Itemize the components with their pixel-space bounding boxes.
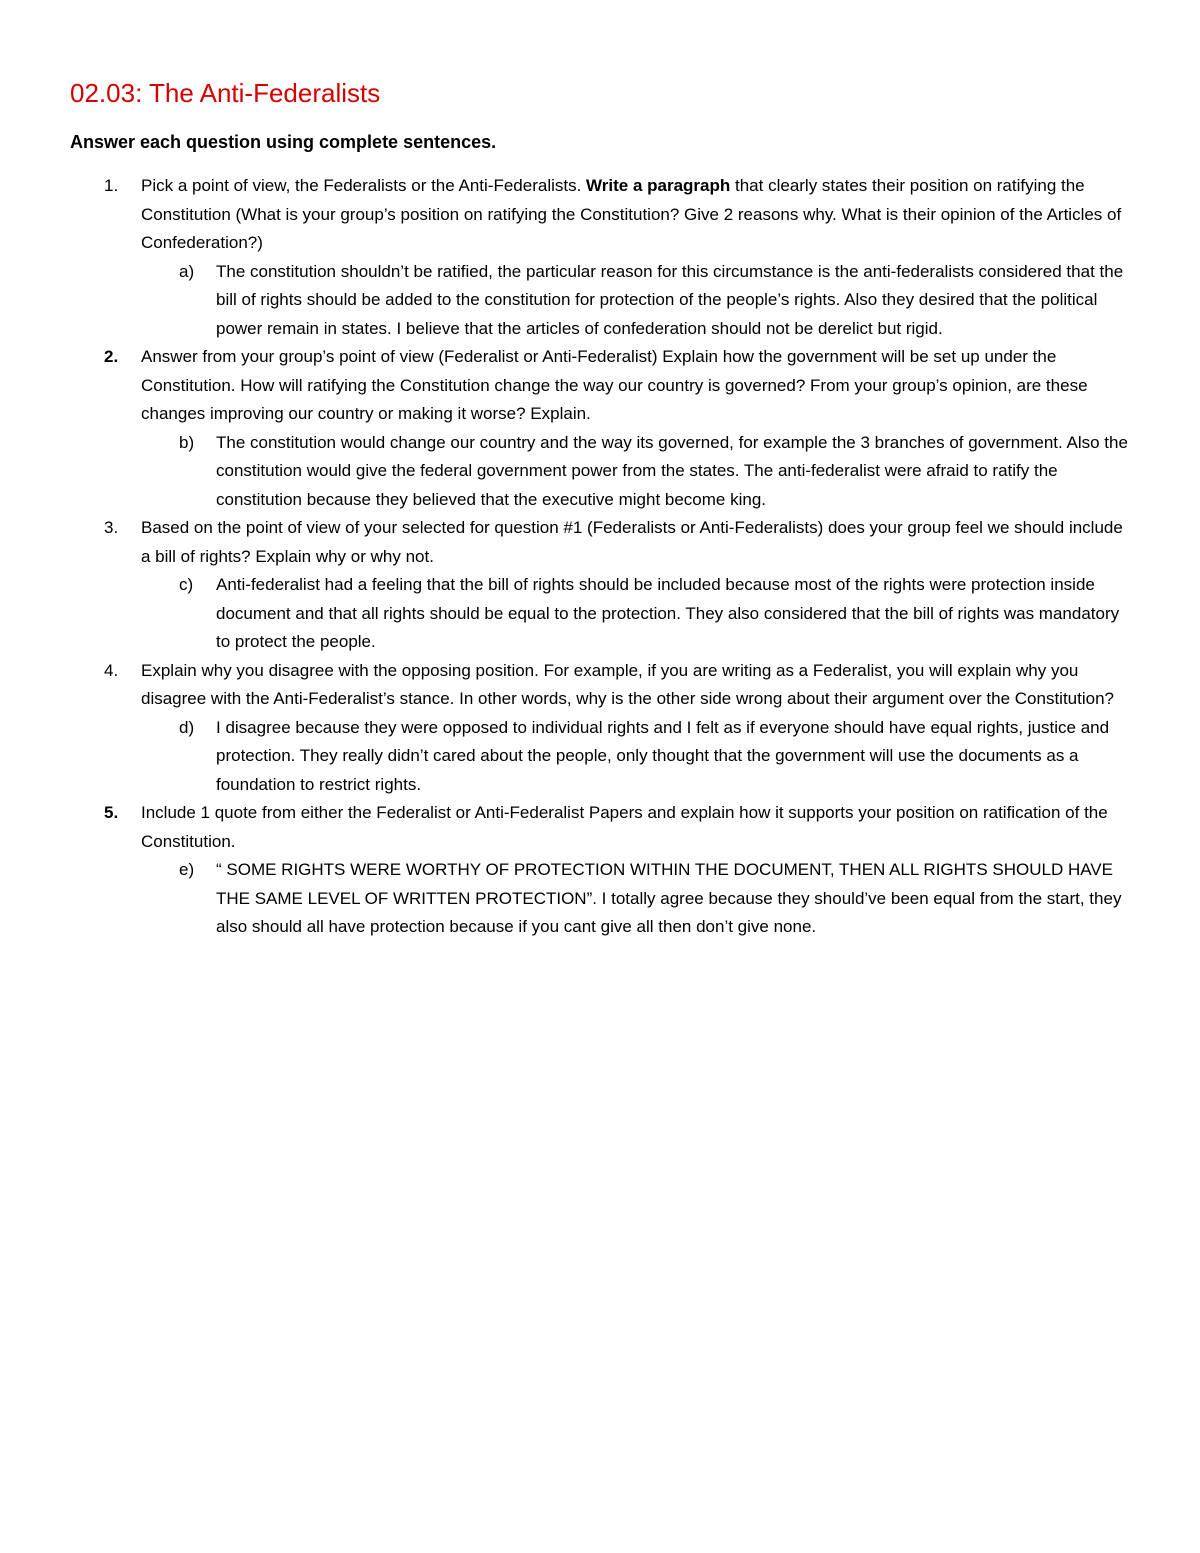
answer-label: d) (179, 717, 195, 737)
answer-item-d (141, 714, 1132, 800)
question-emphasis: Write a paragraph (586, 176, 731, 195)
answer-label: a) (179, 261, 195, 281)
question-item-5 (70, 799, 1132, 942)
question-text (141, 172, 1132, 258)
question-text: Include 1 quote from either the Federalist or Anti-Federalist Papers and explain how it supports your position on ratification of the Constitution. (141, 803, 1108, 851)
question-item-2 (70, 343, 1132, 514)
answer-text: “ SOME RIGHTS WERE WORTHY OF PROTECTION WITHIN THE DOCUMENT, THEN ALL RIGHTS SHOULD HAVE THE SAME LEVEL OF WRITTEN PROTECTION”. I totally agree because they should’ve been equal from the start, they also should all have protection because if you cant give all then don’t give none. (216, 860, 1122, 936)
question-number: 1. (104, 176, 119, 195)
answer-label: b) (179, 432, 195, 452)
question-number: 2. (104, 347, 119, 366)
question-text-part: Pick a point of view, the Federalists or the Anti-Federalists. (141, 176, 587, 195)
question-text: Explain why you disagree with the opposing position. For example, if you are writing as a Federalist, you will explain why you disagree with the Anti-Federalist’s stance. In other words, why is the other side wrong about their argument over the Constitution? (141, 660, 1114, 708)
question-list (70, 172, 1132, 942)
question-number: 3. (104, 518, 119, 537)
question-number: 5. (104, 803, 119, 822)
question-text: Answer from your group’s point of view (Federalist or Anti-Federalist) Explain how the government will be set up under the Constitution. How will ratifying the Constitution change the way our country is governed? From your group’s opinion, are these changes improving our country or making it worse? Explain. (141, 347, 1088, 423)
answer-text: I disagree because they were opposed to individual rights and I felt as if everyone should have equal rights, justice and protection. They really didn’t cared about the people, only thought that the government will use the documents as a foundation to restrict rights. (216, 717, 1110, 794)
question-number: 4. (104, 660, 119, 680)
instructions-text: Answer each question using complete sentences. (70, 132, 497, 152)
question-text: Based on the point of view of your selected for question #1 (Federalists or Anti-Federalists) does your group feel we should include a bill of rights? Explain why or why not. (141, 518, 1123, 566)
answer-text: The constitution would change our country and the way its governed, for example the 3 branches of government. Also the constitution would give the federal government power from the states. The anti-federalist were afraid to ratify the constitution because they believed that the executive might become king. (216, 432, 1128, 509)
question-item-3 (70, 514, 1132, 657)
question-text-part: that clearly states their position on ratifying the Constitution (What is your group’s position on ratifying the Constitution? Give 2 reasons why. What is their opinion of the Articles of Confederation?) (141, 176, 1122, 252)
answer-item-a (141, 258, 1132, 344)
answer-text: The constitution shouldn’t be ratified, the particular reason for this circumstance is the anti-federalists considered that the bill of rights should be added to the constitution for protection of the people’s rights. Also they desired that the political power remain in states. I believe that the articles of confederation should not be derelict but rigid. (216, 261, 1124, 338)
answer-item-b (141, 429, 1132, 515)
answer-item-c (141, 571, 1132, 657)
question-item-4 (70, 657, 1132, 800)
question-item-1 (70, 172, 1132, 343)
page-title: 02.03: The Anti-Federalists (70, 78, 381, 108)
answer-label: e) (179, 860, 195, 879)
answer-label: c) (179, 575, 194, 594)
answer-text: Anti-federalist had a feeling that the bill of rights should be included because most of the rights were protection inside document and that all rights should be equal to the protection. They also considered that the bill of rights was mandatory to protect the people. (216, 575, 1120, 651)
document-page (70, 76, 1132, 942)
answer-item-e (141, 856, 1132, 942)
